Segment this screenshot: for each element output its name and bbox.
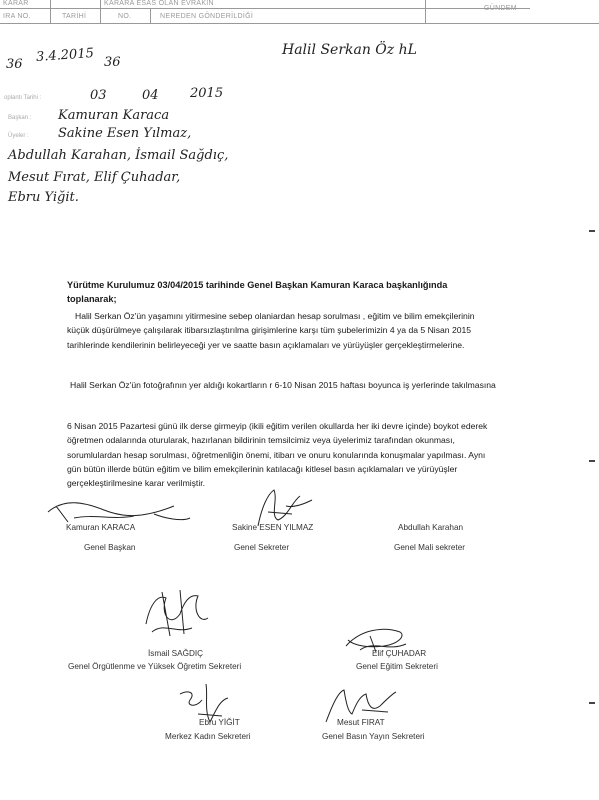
header-ira-no: IRA NO. [3, 13, 31, 20]
meeting-day: 03 [90, 88, 107, 103]
header-tarihi: TARİHİ [62, 13, 87, 20]
scan-edge-mark [589, 702, 595, 704]
signer-name: İsmail SAĞDIÇ [148, 649, 204, 658]
register-header-table [0, 0, 599, 24]
signature-ismail-sagdic [140, 584, 212, 642]
signer-name: Mesut FIRAT [337, 718, 385, 727]
members-line-1: Sakine Esen Yılmaz, [58, 126, 192, 141]
handwritten-row-subject: Halil Serkan Öz hL [282, 42, 417, 58]
header-col-divider [100, 0, 101, 24]
members-label: Üyeler : [8, 133, 29, 139]
decision-paragraph-2: Halil Serkan Öz'ün fotoğrafının yer aldığı kokartların r 6-10 Nisan 2015 haftası boyunca iş yerlerinde takılmasına [70, 380, 496, 390]
header-col-divider [50, 0, 51, 24]
decision-paragraph-1: Halil Serkan Öz'ün yaşamını yitirmesine sebep olaniardan hesap sorulması , eğitim ve bilim emekçilerinin küçük düşürülmeye çalışılarak itibarsızlaştırılma girişimlerine karşı tüm şubelerimizin 4 ya da 5 Nisan 2015 tarihlerinde kendilerinin belirleyeceği yer ve saatte basın açıklamaları ve yürüyüşler gerçekleştirmelerine. [67, 311, 475, 350]
header-evrak-title: KARARA ESAS OLAN EVRAKIN [104, 0, 214, 7]
decision-heading: Yürütme Kurulumuz 03/04/2015 tarihinde Genel Başkan Kamuran Karaca başkanlığında toplanarak; [67, 280, 448, 304]
signer-title: Genel Sekreter [234, 543, 290, 552]
handwritten-row-number: 36 [6, 57, 23, 72]
header-gundem: GÜNDEM [484, 5, 517, 12]
chair-label: Başkan : [8, 115, 32, 121]
header-col-divider [150, 9, 151, 24]
header-bottom-border [0, 23, 599, 24]
signer-title: Merkez Kadın Sekreteri [165, 732, 251, 741]
signer-name: Ebru YİĞİT [199, 718, 240, 727]
header-karar: KARAR [3, 0, 29, 7]
members-line-4: Ebru Yiğit. [8, 190, 79, 205]
header-divider [0, 8, 530, 9]
signer-name: Sakine ESEN YILMAZ [232, 523, 314, 532]
members-line-2: Abdullah Karahan, İsmail Sağdıç, [8, 148, 229, 163]
signer-name: Elif ÇUHADAR [372, 649, 427, 658]
signer-name: Kamuran KARACA [66, 523, 136, 532]
header-no: NO. [118, 13, 132, 20]
handwritten-row-date: 3.4.2015 [35, 45, 95, 66]
signer-title: Genel Basın Yayın Sekreteri [322, 732, 425, 741]
handwritten-row-no: 36 [104, 55, 121, 70]
scan-edge-mark [589, 230, 595, 232]
signer-name: Abdullah Karahan [398, 523, 464, 532]
meeting-year: 2015 [190, 86, 224, 101]
meeting-month: 04 [142, 88, 159, 103]
members-line-3: Mesut Fırat, Elif Çuhadar, [8, 170, 181, 185]
signer-title: Genel Başkan [84, 543, 136, 552]
signer-title: Genel Mali sekreter [394, 543, 465, 552]
meeting-date-label: oplantı Tarihi : [4, 95, 42, 101]
header-nereden: NEREDEN GÖNDERİLDİĞİ [160, 13, 254, 20]
signer-title: Genel Örgütlenme ve Yüksek Öğretim Sekreteri [68, 662, 242, 671]
header-col-divider [425, 0, 426, 24]
chair-name: Kamuran Karaca [58, 108, 170, 123]
signer-title: Genel Eğitim Sekreteri [356, 662, 438, 671]
scan-edge-mark [589, 460, 595, 462]
decision-paragraph-3: 6 Nisan 2015 Pazartesi günü ilk derse girmeyip (ikili eğitim verilen okullarda her iki devre içinde) boykot ederek öğretmen odalarında oturularak, hazırlanan bildirinin temsilcimiz veya üyelerimiz tarafından okunması, sorumlulardan hesap sorulması, öğretmenliğin önemi, itibarı ve onuru konularında konuşmalar yapılması. Aynı gün bütün illerde bütün eğitim ve bilim emekçilerinin katılacağı kitlesel basın açıklamaları ve yürüyüşler gerçekleştirilmesine karar verilmiştir. [67, 421, 488, 489]
